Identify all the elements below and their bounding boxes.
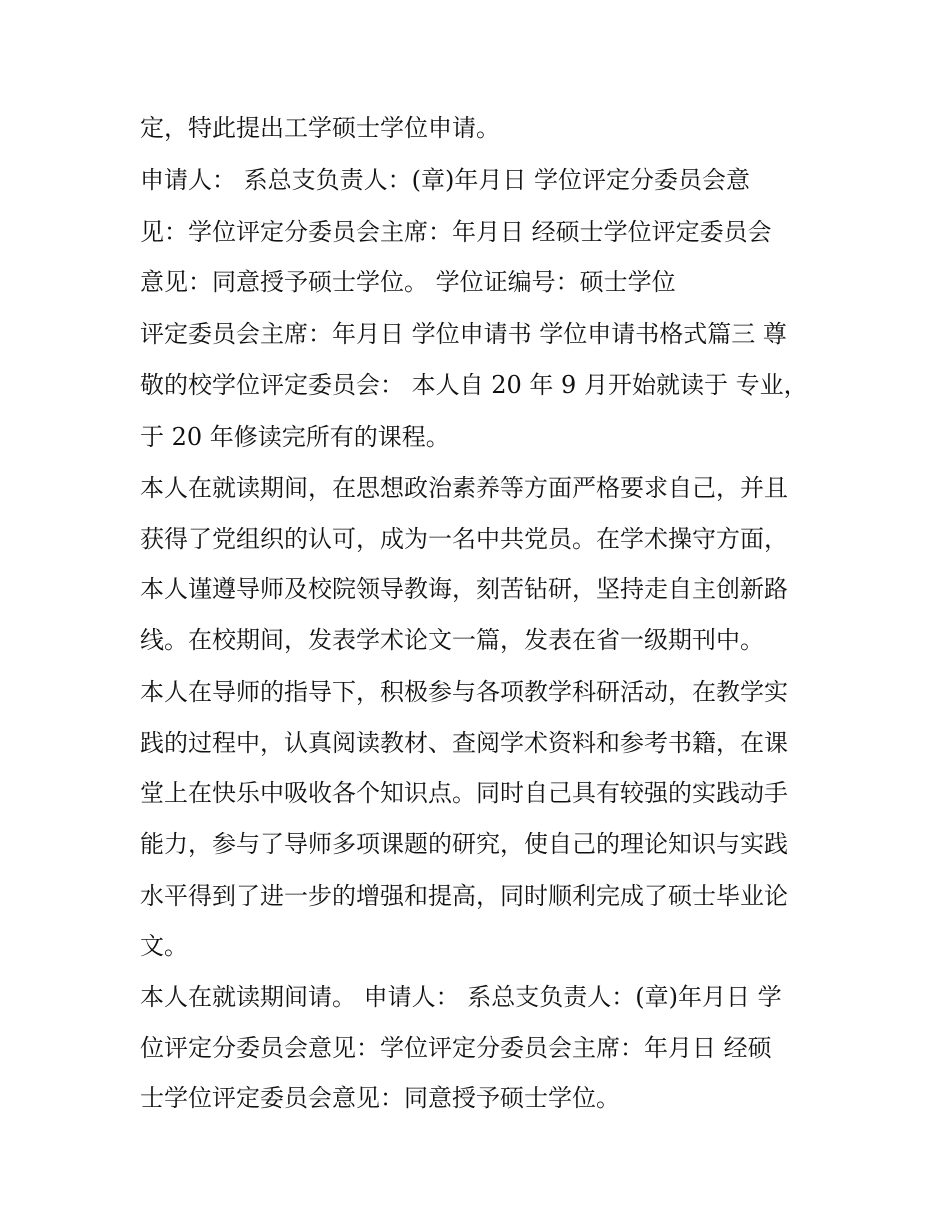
text-line: 践的过程中，认真阅读教材、查阅学术资料和参考书籍，在课 (140, 729, 788, 757)
text-line: 本人在就读期间请。 申请人： 系总支负责人：(章)年月日 学 (140, 983, 782, 1011)
text-line: 文。 (140, 932, 188, 960)
text-line: 见：学位评定分委员会主席：年月日 经硕士学位评定委员会 (140, 218, 772, 246)
text-line: 位评定分委员会意见：学位评定分委员会主席：年月日 经硕 (140, 1034, 772, 1062)
text-line: 本人在就读期间，在思想政治素养等方面严格要求自己，并且 (140, 474, 788, 502)
text-line: 于 20 年修读完所有的课程。 (140, 423, 450, 451)
text-line: 线。在校期间，发表学术论文一篇，发表在省一级期刊中。 (140, 626, 764, 654)
text-line: 意见：同意授予硕士学位。 学位证编号：硕士学位 (140, 268, 676, 296)
text-line: 本人谨遵导师及校院领导教诲，刻苦钻研，坚持走自主创新路 (140, 575, 788, 603)
text-line: 水平得到了进一步的增强和提高，同时顺利完成了硕士毕业论 (140, 882, 788, 910)
text-line: 申请人： 系总支负责人：(章)年月日 学位评定分委员会意 (140, 166, 750, 194)
text-line: 能力，参与了导师多项课题的研究，使自己的理论知识与实践 (140, 830, 788, 858)
text-line: 敬的校学位评定委员会： 本人自 20 年 9 月开始就读于 专业， (140, 371, 808, 399)
text-line: 定，特此提出工学硕士学位申请。 (140, 114, 500, 142)
text-line: 堂上在快乐中吸收各个知识点。同时自己具有较强的实践动手 (140, 779, 788, 807)
text-line: 获得了党组织的认可，成为一名中共党员。在学术操守方面， (140, 525, 788, 553)
text-line: 士学位评定委员会意见：同意授予硕士学位。 (140, 1084, 620, 1112)
text-line: 本人在导师的指导下，积极参与各项教学科研活动，在教学实 (140, 678, 788, 706)
text-line: 评定委员会主席：年月日 学位申请书 学位申请书格式篇三 尊 (140, 320, 787, 348)
